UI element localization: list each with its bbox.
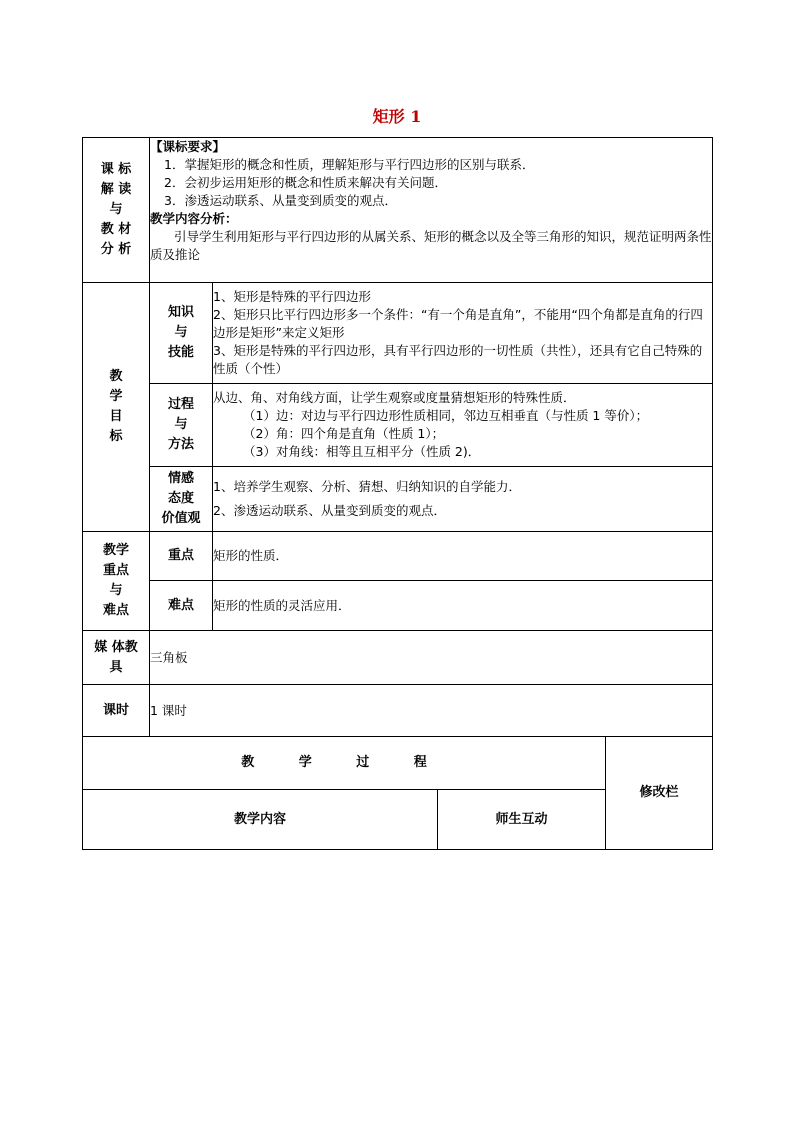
emotion-item: 1、培养学生观察、分析、猜想、归纳知识的自学能力．	[213, 479, 521, 494]
analysis-text: 引导学生利用矩形与平行四边形的从属关系、矩形的概念以及全等三角形的知识，规范证明两条性质及推论	[150, 229, 712, 262]
knowledge-item: 1、矩形是特殊的平行四边形	[213, 289, 371, 304]
requirement-item: 1．掌握矩形的概念和性质，理解矩形与平行四边形的区别与联系．	[164, 157, 535, 172]
process-label: 过程 与 方法	[150, 384, 213, 467]
process-item: （2）角：四个角是直角（性质 1）；	[243, 426, 445, 441]
knowledge-label: 知识 与 技能	[150, 283, 213, 384]
key-point-label: 重点	[150, 532, 213, 581]
process-heading: 教 学 过 程	[83, 737, 606, 790]
media-label: 媒 体教 具	[83, 631, 150, 685]
analysis-heading: 教学内容分析：	[150, 211, 238, 226]
process-item: （1）边：对边与平行四边形性质相同，邻边互相垂直（与性质 1 等价）；	[243, 408, 649, 423]
focus-label: 教学 重点 与 难点	[83, 532, 150, 631]
knowledge-item: 2、矩形只比平行四边形多一个条件：“有一个角是直角”，不能用“四个角都是直角的行四边形是矩形”来定义矩形	[213, 307, 703, 340]
knowledge-content	[213, 283, 713, 384]
period-label: 课时	[83, 685, 150, 737]
curriculum-label: 课 标 解 读 与 教 材 分 析	[83, 138, 150, 283]
emotion-label: 情感 态度 价值观	[150, 467, 213, 532]
difficulty-text: 矩形的性质的灵活应用．	[213, 581, 713, 631]
lesson-plan-table	[82, 137, 713, 850]
curriculum-content	[150, 138, 713, 283]
page-title: 矩形 1	[372, 107, 422, 126]
emotion-content	[213, 467, 713, 532]
emotion-item: 2、渗透运动联系、从量变到质变的观点．	[213, 503, 446, 518]
interaction-column: 师生互动	[438, 790, 606, 850]
requirement-item: 3．渗透运动联系、从量变到质变的观点．	[164, 193, 397, 208]
revision-column: 修改栏	[606, 737, 713, 850]
requirement-item: 2．会初步运用矩形的概念和性质来解决有关问题．	[164, 175, 447, 190]
difficulty-label: 难点	[150, 581, 213, 631]
media-text: 三角板	[150, 631, 713, 685]
period-text: 1 课时	[150, 685, 713, 737]
process-item: （3）对角线：相等且互相平分（性质 2)．	[243, 444, 481, 459]
key-point-text: 矩形的性质．	[213, 532, 713, 581]
requirements-heading: 【课标要求】	[150, 139, 226, 154]
process-content	[213, 384, 713, 467]
knowledge-item: 3、矩形是特殊的平行四边形，具有平行四边形的一切性质（共性），还具有它自己特殊的性质（个性）	[213, 343, 703, 376]
teaching-content-column: 教学内容	[83, 790, 438, 850]
process-intro: 从边、角、对角线方面，让学生观察或度量猜想矩形的特殊性质．	[213, 390, 576, 405]
goals-label: 教 学 目 标	[83, 283, 150, 532]
